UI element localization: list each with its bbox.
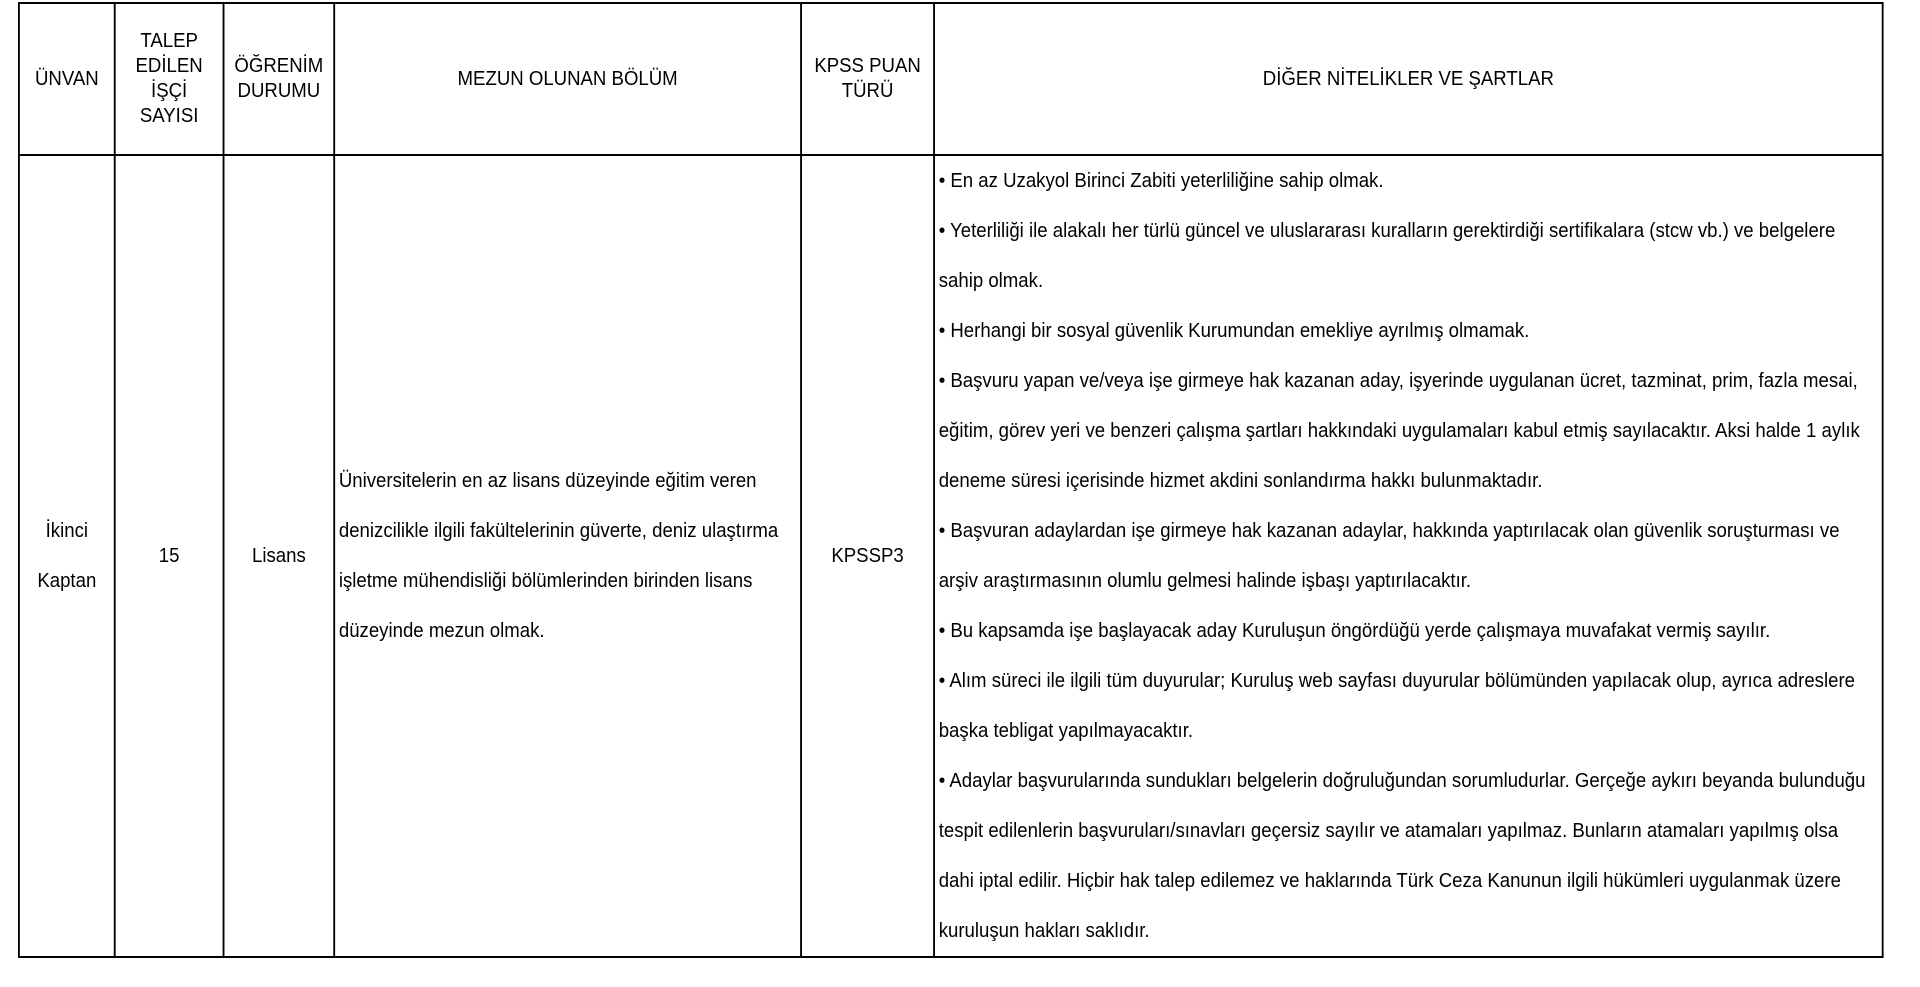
condition-item: • Başvuru yapan ve/veya işe girmeye hak kazanan aday, işyerinde uygulanan ücret, tazminat, prim, fazla mesai, eğitim, görev yeri ve benzeri çalışma şartları hakkındaki uygulamaları kabul etmiş sayılacaktır. Aksi halde 1 aylık deneme süresi içerisinde hizmet akdini sonlandırma hakkı bulunmaktadır. [938, 370, 1860, 492]
cell-kpss: KPSSP3 [801, 155, 934, 957]
condition-item: • Adaylar başvurularında sundukları belgelerin doğruluğundan sorumludurlar. Gerçeğe aykırı beyanda bulunduğu tespit edilenlerin başvuruları/sınavları geçersiz sayılır ve atamaları yapılmaz. Bunların atamaları yapılmış olsa dahi iptal edilir. Hiçbir hak talep edilemez ve haklarında Türk Ceza Kanunun ilgili hükümleri uygulanmak üzere kuruluşun hakları saklıdır. [938, 770, 1866, 942]
header-kpss-line: TÜRÜ [841, 80, 894, 102]
header-diger-line: DİĞER NİTELİKLER VE ŞARTLAR [1262, 67, 1554, 90]
cell-talep: 15 [115, 155, 224, 957]
header-diger [934, 3, 1883, 155]
header-kpss [801, 3, 934, 155]
header-bolum [334, 3, 801, 155]
header-talep [115, 3, 224, 155]
condition-item: • Bu kapsamda işe başlayacak aday Kuruluşun öngördüğü yerde çalışmaya muvafakat vermiş sayılır. [938, 620, 1771, 642]
header-row [19, 3, 1883, 155]
condition-item: • Yeterliliği ile alakalı her türlü güncel ve uluslararası kuralların gerektirdiği sertifikalara (stcw vb.) ve belgelere sahip olmak. [938, 220, 1836, 292]
header-talep-line: TALEP [140, 30, 198, 52]
condition-item: • Alım süreci ile ilgili tüm duyurular; Kuruluş web sayfası duyurular bölümünden yapılacak olup, ayrıca adreslere başka tebligat yapılmayacaktır. [938, 670, 1855, 742]
cell-ogrenim: Lisans [224, 155, 335, 957]
cell-unvan-line: İkinci [45, 520, 89, 542]
cell-unvan [19, 155, 115, 957]
condition-item: • Başvuran adaylardan işe girmeye hak kazanan adaylar, hakkında yaptırılacak olan güvenlik soruşturması ve arşiv araştırmasının olumlu gelmesi halinde işbaşı yaptırılacaktır. [938, 520, 1840, 592]
header-talep-line: İŞÇİ SAYISI [139, 80, 199, 127]
condition-item: • En az Uzakyol Birinci Zabiti yeterliliğine sahip olmak. [938, 170, 1384, 192]
header-unvan-line: ÜNVAN [34, 67, 99, 90]
condition-item: • Herhangi bir sosyal güvenlik Kurumundan emekliye ayrılmış olmamak. [938, 320, 1530, 342]
cell-bolum: Üniversitelerin en az lisans düzeyinde eğitim veren denizcilikle ilgili fakültelerinin güverte, deniz ulaştırma işletme mühendisliği bölümlerinden birinden lisans düzeyinde mezun olmak. [334, 155, 801, 957]
header-talep-line: EDİLEN [135, 55, 203, 77]
table-row [19, 155, 1883, 957]
header-unvan [19, 3, 115, 155]
header-bolum-line: MEZUN OLUNAN BÖLÜM [457, 67, 678, 90]
header-ogrenim-line: ÖĞRENİM [234, 55, 324, 77]
header-ogrenim-line: DURUMU [237, 80, 321, 102]
header-ogrenim [224, 3, 335, 155]
header-kpss-line: KPSS PUAN [814, 55, 921, 77]
cell-unvan-line: Kaptan [37, 570, 97, 592]
job-requirements-table [18, 2, 1884, 958]
cell-conditions [934, 155, 1883, 957]
